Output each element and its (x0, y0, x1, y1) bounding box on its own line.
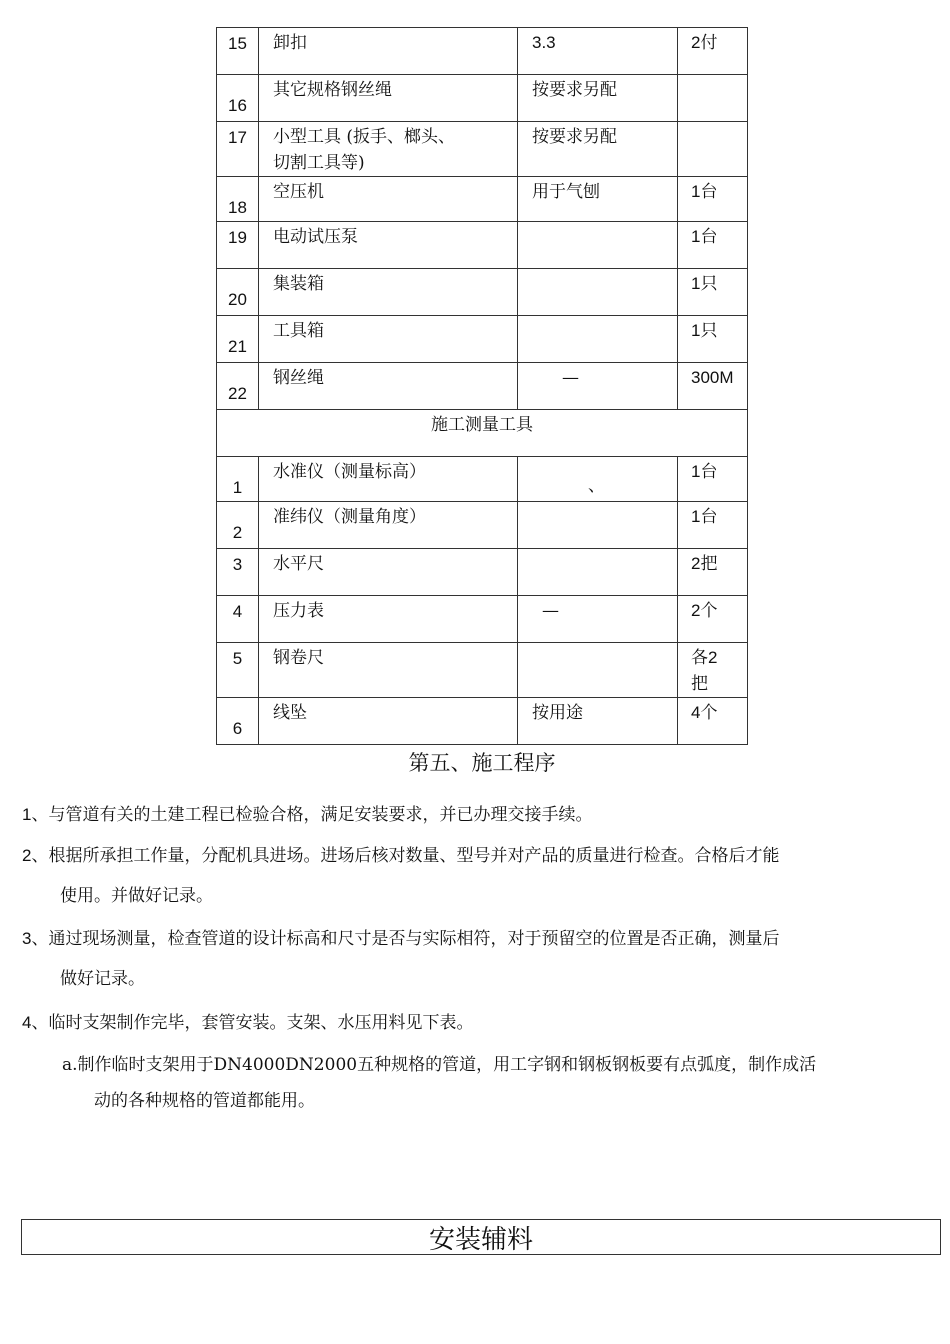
section-heading: 第五、施工程序 (408, 751, 556, 775)
item-name: 空压机 (259, 177, 518, 222)
item-quantity-line: 把 (691, 674, 708, 693)
item-quantity: 1台 (678, 457, 748, 502)
procedure-substep (62, 1047, 932, 1119)
item-spec (518, 502, 678, 549)
item-name: 电动试压泵 (259, 222, 518, 269)
row-number: 22 (228, 384, 247, 403)
item-quantity: 2把 (678, 549, 748, 596)
table-row (217, 222, 748, 269)
item-name-line: 小型工具 (扳手、榔头、 (273, 127, 456, 147)
item-spec (518, 316, 678, 363)
item-name: 钢丝绳 (259, 363, 518, 410)
item-spec (518, 222, 678, 269)
item-quantity: 300M (678, 363, 748, 410)
step-index: 1、 (22, 805, 49, 824)
item-name: 压力表 (259, 596, 518, 643)
table-row (217, 75, 748, 122)
procedure-step (22, 795, 932, 835)
row-number: 1 (232, 478, 243, 497)
item-quantity (678, 75, 748, 122)
item-name: 钢卷尺 (259, 643, 518, 698)
procedure-step (22, 836, 932, 916)
step-index: 4、 (22, 1013, 49, 1032)
item-spec: — (518, 363, 678, 410)
row-number: 20 (228, 290, 247, 309)
item-name: 卸扣 (259, 28, 518, 75)
item-quantity: 1台 (678, 177, 748, 222)
table-row (217, 269, 748, 316)
table-row (217, 122, 748, 177)
row-number: 15 (228, 34, 247, 53)
item-name: 水平尺 (259, 549, 518, 596)
boxed-title: 安装辅料 (21, 1219, 941, 1255)
step-text-continued: 做好记录。 (60, 969, 145, 989)
section-title: 施工测量工具 (217, 410, 748, 457)
item-quantity (678, 122, 748, 177)
table-row (217, 457, 748, 502)
table-section-row (217, 410, 748, 457)
step-index: 3、 (22, 929, 49, 948)
item-spec: 按用途 (518, 698, 678, 745)
item-spec: 用于气刨 (518, 177, 678, 222)
item-name-line: 切割工具等) (273, 153, 365, 173)
step-index: 2、 (22, 846, 49, 865)
item-name: 线坠 (259, 698, 518, 745)
item-spec (518, 269, 678, 316)
step-text: 通过现场测量，检查管道的设计标高和尺寸是否与实际相符，对于预留空的位置是否正确，测量后 (48, 929, 780, 949)
item-quantity: 2个 (678, 596, 748, 643)
table-row (217, 549, 748, 596)
item-spec: 按要求另配 (518, 122, 678, 177)
table-row (217, 596, 748, 643)
item-quantity: 2付 (678, 28, 748, 75)
item-spec (518, 643, 678, 698)
row-number: 19 (228, 228, 247, 247)
row-number: 21 (228, 337, 247, 356)
item-spec: 、 (588, 476, 605, 496)
row-number: 5 (232, 649, 243, 668)
item-name: 其它规格钢丝绳 (259, 75, 518, 122)
row-number: 6 (232, 719, 243, 738)
item-name (259, 122, 518, 177)
row-number: 4 (232, 602, 243, 621)
procedure-step (22, 1003, 932, 1043)
table-row (217, 28, 748, 75)
table-row (217, 643, 748, 698)
step-text: 与管道有关的土建工程已检验合格，满足安装要求，并已办理交接手续。 (48, 805, 593, 825)
item-quantity: 1只 (678, 316, 748, 363)
item-spec: 按要求另配 (518, 75, 678, 122)
substep-text: a.制作临时支架用于DN4000DN2000五种规格的管道，用工字钢和钢板钢板要有点弧度，制作成活 (62, 1055, 817, 1075)
table-row (217, 363, 748, 410)
item-spec: — (518, 596, 678, 643)
item-quantity: 1只 (678, 269, 748, 316)
table-row (217, 316, 748, 363)
item-quantity: 1台 (678, 222, 748, 269)
row-number: 2 (232, 523, 243, 542)
item-spec (518, 549, 678, 596)
item-quantity: 1台 (678, 502, 748, 549)
item-name: 集装箱 (259, 269, 518, 316)
row-number: 16 (228, 96, 247, 115)
row-number: 3 (232, 555, 243, 574)
item-name: 准纬仪（测量角度） (259, 502, 518, 549)
item-quantity: 4个 (678, 698, 748, 745)
step-text: 临时支架制作完毕，套管安装。支架、水压用料见下表。 (48, 1013, 474, 1033)
table-row (217, 502, 748, 549)
item-name: 水准仪（测量标高） (259, 457, 518, 502)
equipment-table (216, 27, 748, 745)
table-row (217, 698, 748, 745)
item-quantity-line: 各2 (691, 648, 718, 667)
substep-text-continued: 动的各种规格的管道都能用。 (94, 1091, 315, 1111)
step-text-continued: 使用。并做好记录。 (60, 886, 213, 906)
step-text: 根据所承担工作量，分配机具进场。进场后核对数量、型号并对产品的质量进行检查。合格后才能 (48, 846, 780, 866)
table-row (217, 177, 748, 222)
item-name: 工具箱 (259, 316, 518, 363)
item-spec: 3.3 (518, 28, 678, 75)
procedure-step (22, 919, 932, 999)
row-number: 17 (228, 128, 247, 147)
item-quantity (678, 643, 748, 698)
row-number: 18 (228, 198, 247, 217)
